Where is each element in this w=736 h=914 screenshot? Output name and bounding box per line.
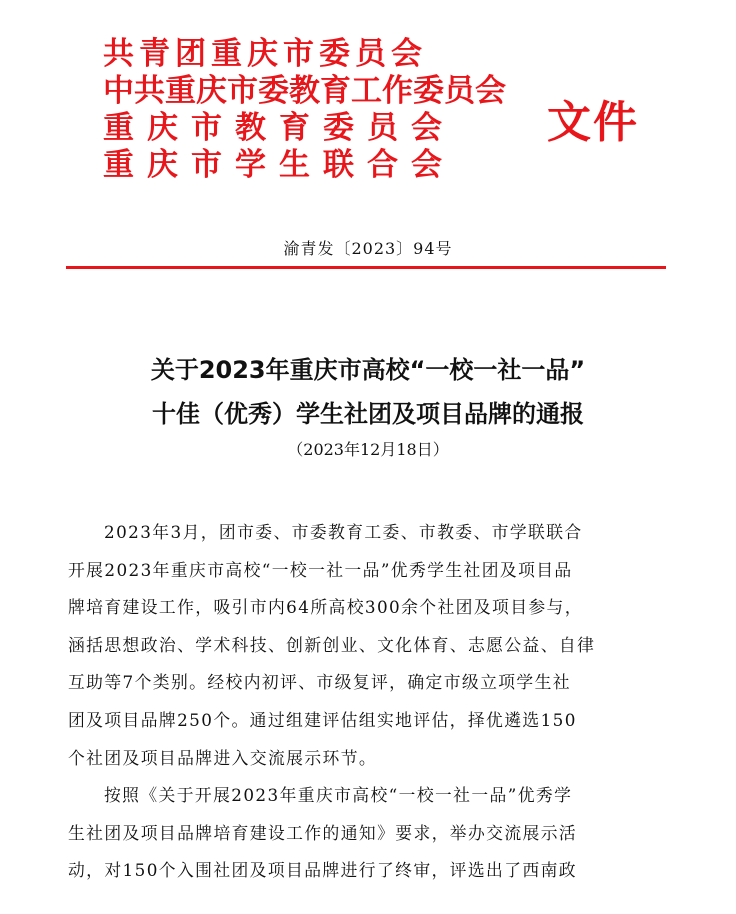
paragraph-line: 生社团及项目品牌培育建设工作的通知》要求，举办交流展示活 bbox=[68, 822, 578, 843]
paragraph-1 bbox=[68, 514, 674, 777]
paragraph-line: 2023年3月，团市委、市委教育工委、市教委、市学联联合 bbox=[104, 522, 583, 542]
org-line-youth-league: 共青团重庆市委员会 bbox=[103, 36, 427, 72]
paragraph-2 bbox=[68, 777, 674, 890]
issuing-organizations bbox=[103, 36, 523, 196]
org-line-education-commission: 重庆市教育委员会 bbox=[103, 110, 455, 146]
document-title-line-2: 十佳（优秀）学生社团及项目品牌的通报 bbox=[152, 400, 584, 428]
org-line-student-federation: 重庆市学生联合会 bbox=[103, 147, 455, 183]
paragraph-line: 个社团及项目品牌进入交流展示环节。 bbox=[68, 747, 378, 768]
document-word: 文件 bbox=[547, 97, 639, 148]
paragraph-line: 牌培育建设工作，吸引市内64所高校300余个社团及项目参与， bbox=[68, 597, 583, 618]
paragraph-line: 动，对150个入围社团及项目品牌进行了终审，评选出了西南政 bbox=[68, 860, 577, 881]
document-title-line-1: 关于2023年重庆市高校“一校一社一品” bbox=[150, 356, 586, 384]
paragraph-line: 团及项目品牌250个。通过组建评估组实地评估，择优遴选150 bbox=[68, 709, 577, 730]
org-line-education-work-committee: 中共重庆市委教育工作委员会 bbox=[103, 73, 506, 109]
document-number: 渝青发〔2023〕94号 bbox=[283, 239, 453, 258]
document-date: （2023年12月18日） bbox=[287, 440, 449, 459]
paragraph-line: 涵括思想政治、学术科技、创新创业、文化体育、志愿公益、自律 bbox=[68, 634, 596, 655]
document-body bbox=[68, 514, 674, 890]
paragraph-line: 互助等7个类别。经校内初评、市级复评，确定市级立项学生社 bbox=[68, 672, 571, 693]
paragraph-line: 按照《关于开展2023年重庆市高校“一校一社一品”优秀学 bbox=[104, 785, 573, 806]
paragraph-line: 开展2023年重庆市高校“一校一社一品”优秀学生社团及项目品 bbox=[68, 559, 573, 580]
red-divider-line bbox=[66, 266, 666, 269]
